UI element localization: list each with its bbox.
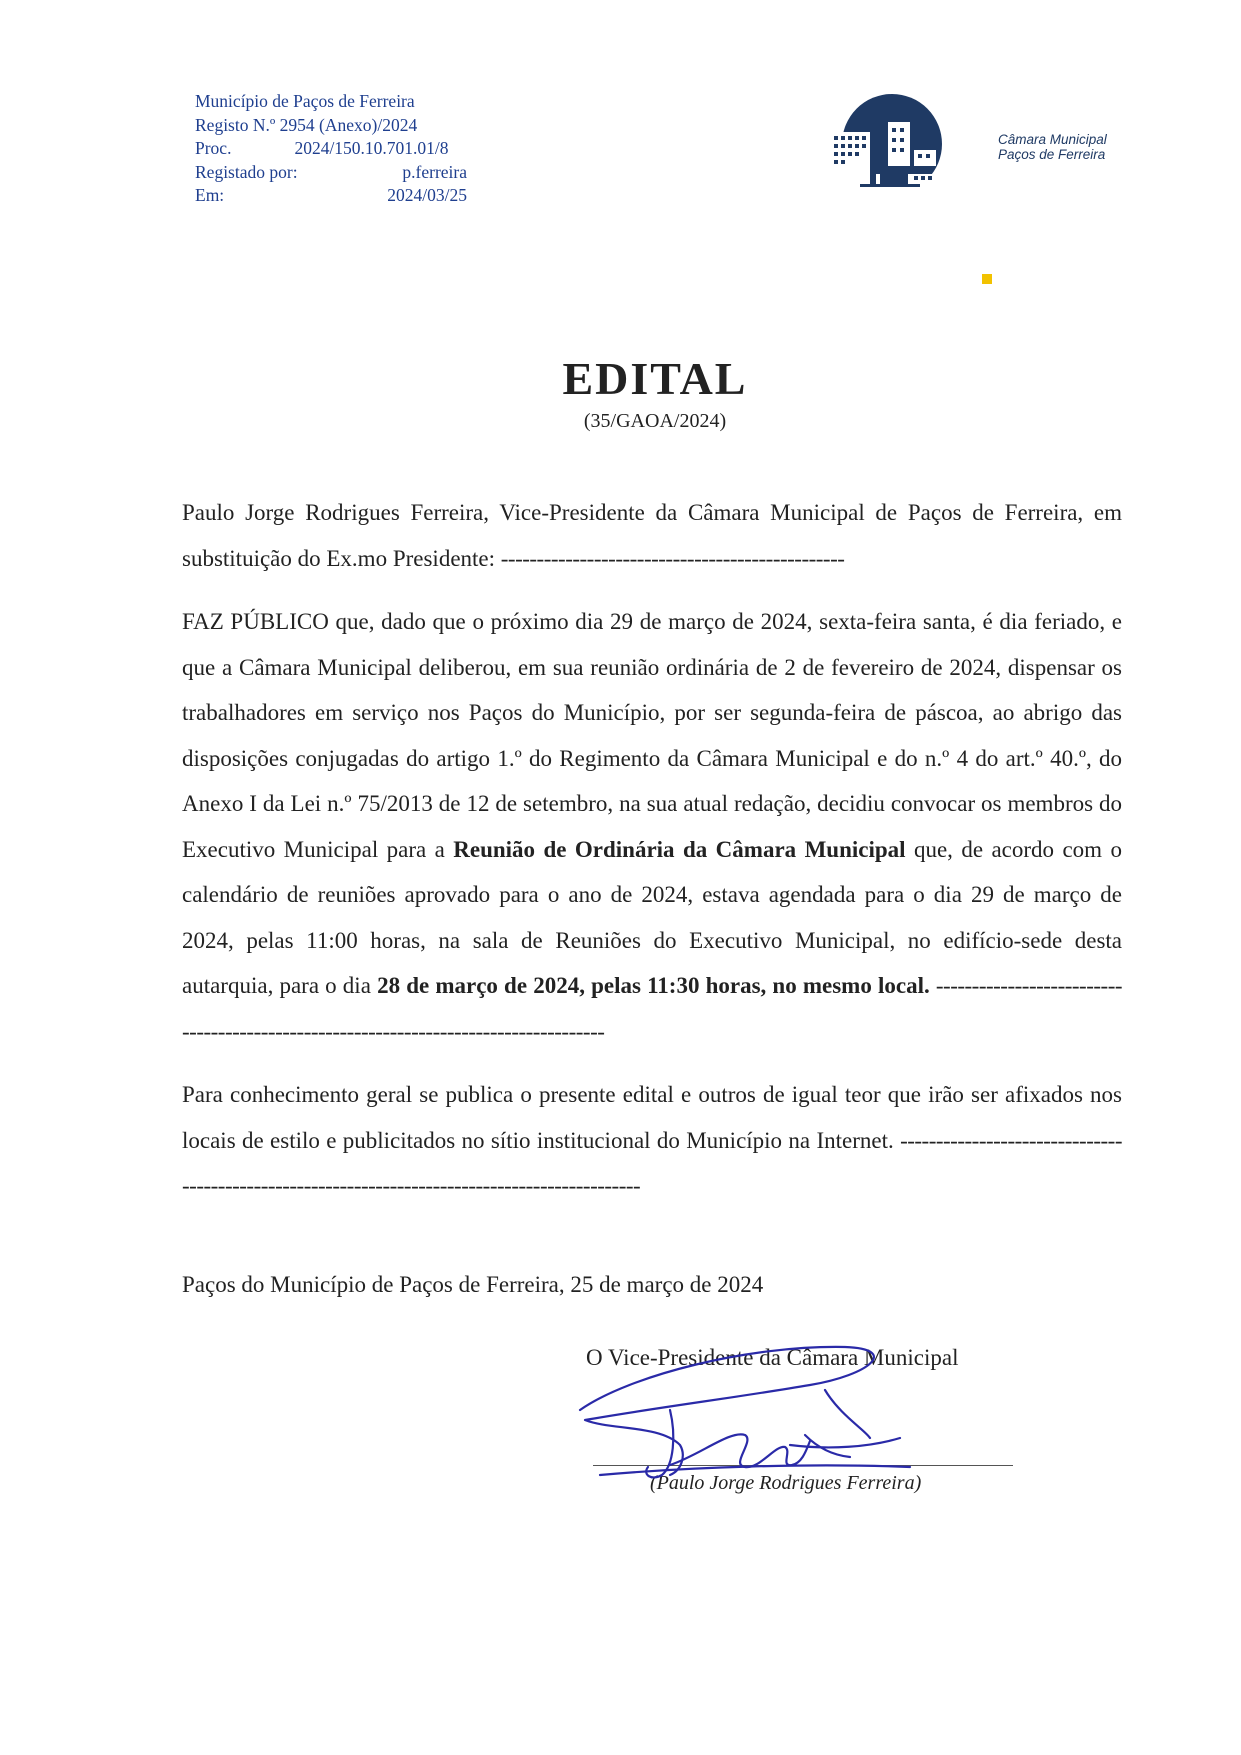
logo-wordmark <box>998 132 1107 162</box>
paragraph-publication <box>182 1072 1122 1209</box>
document-body <box>182 490 1122 1227</box>
signatory-role: O Vice-Presidente da Câmara Municipal <box>586 1345 959 1370</box>
intro-dashes: ------------------------------------------------ <box>500 545 845 571</box>
municipality-logo-icon <box>830 92 952 204</box>
registration-stamp <box>195 90 469 208</box>
yellow-square-icon <box>982 274 992 284</box>
signatory-name: (Paulo Jorge Rodrigues Ferreira) <box>650 1472 922 1494</box>
stamp-municipality: Município de Paços de Ferreira <box>195 91 415 111</box>
stamp-proc-value: 2024/150.10.701.01/8 <box>294 138 449 158</box>
stamp-registado-row <box>195 161 469 185</box>
announcement-text-a: FAZ PÚBLICO que, dado que o próximo dia 29 de março de 2024, sexta-feira santa, é dia feriado, e que a Câmara Municipal deliberou, em sua reunião ordinária de 2 de fevereiro de 2024, dispensar os trabalhadores em serviço nos Paços do Município, por ser segunda-feira de páscoa, ao abrigo das disposições conjugadas do artigo 1.º do Regimento da Câmara Municipal e do n.º 4 do art.º 40.º, do Anexo I da Lei n.º 75/2013 de 12 de setembro, na sua atual redação, decidiu convocar os membros do Executivo Municipal para a <box>182 609 1122 862</box>
place-and-date: Paços do Município de Paços de Ferreira, 25 de março de 2024 <box>182 1272 764 1297</box>
paragraph-announcement <box>182 599 1122 1054</box>
stamp-proc-label: Proc. <box>195 138 232 158</box>
announcement-meeting-name: Reunião de Ordinária da Câmara Municipal <box>453 836 906 862</box>
handwritten-signature <box>570 1335 970 1495</box>
logo-line-1: Câmara Municipal <box>998 132 1107 147</box>
announcement-dashes: ------------------------------------------------------------------------------------- <box>182 973 1123 1044</box>
publication-dashes: ----------------------------------------------------------------------------------------------- <box>182 1127 1122 1198</box>
stamp-em-value: 2024/03/25 <box>387 185 467 205</box>
stamp-proc-row <box>195 137 469 161</box>
logo-line-2: Paços de Ferreira <box>998 147 1106 162</box>
stamp-registado-value: p.ferreira <box>402 161 467 182</box>
document-title: EDITAL <box>562 353 748 404</box>
publication-text: Para conhecimento geral se publica o presente edital e outros de igual teor que irão ser afixados nos locais de estilo e publicitados no sítio institucional do Município na Internet. <box>182 1082 1122 1153</box>
stamp-registado-label: Registado por: <box>195 161 298 182</box>
document-reference: (35/GAOA/2024) <box>583 410 727 432</box>
stamp-em-row <box>195 184 469 208</box>
stamp-em-label: Em: <box>195 185 225 205</box>
intro-text: Paulo Jorge Rodrigues Ferreira, Vice-Presidente da Câmara Municipal de Paços de Ferreira, em substituição do Ex.mo Presidente: <box>182 500 1122 571</box>
paragraph-intro <box>182 490 1122 581</box>
announcement-new-date: 28 de março de 2024, pelas 11:30 horas, no mesmo local. <box>377 973 930 998</box>
announcement-text-b: que, de acordo com o calendário de reuniões aprovado para o ano de 2024, estava agendada para o dia 29 de março de 2024, pelas 11:00 horas, na sala de Reuniões do Executivo Municipal, no edifício-sede desta autarquia, para o dia <box>182 836 1122 998</box>
stamp-registo: Registo N.º 2954 (Anexo)/2024 <box>195 114 418 135</box>
